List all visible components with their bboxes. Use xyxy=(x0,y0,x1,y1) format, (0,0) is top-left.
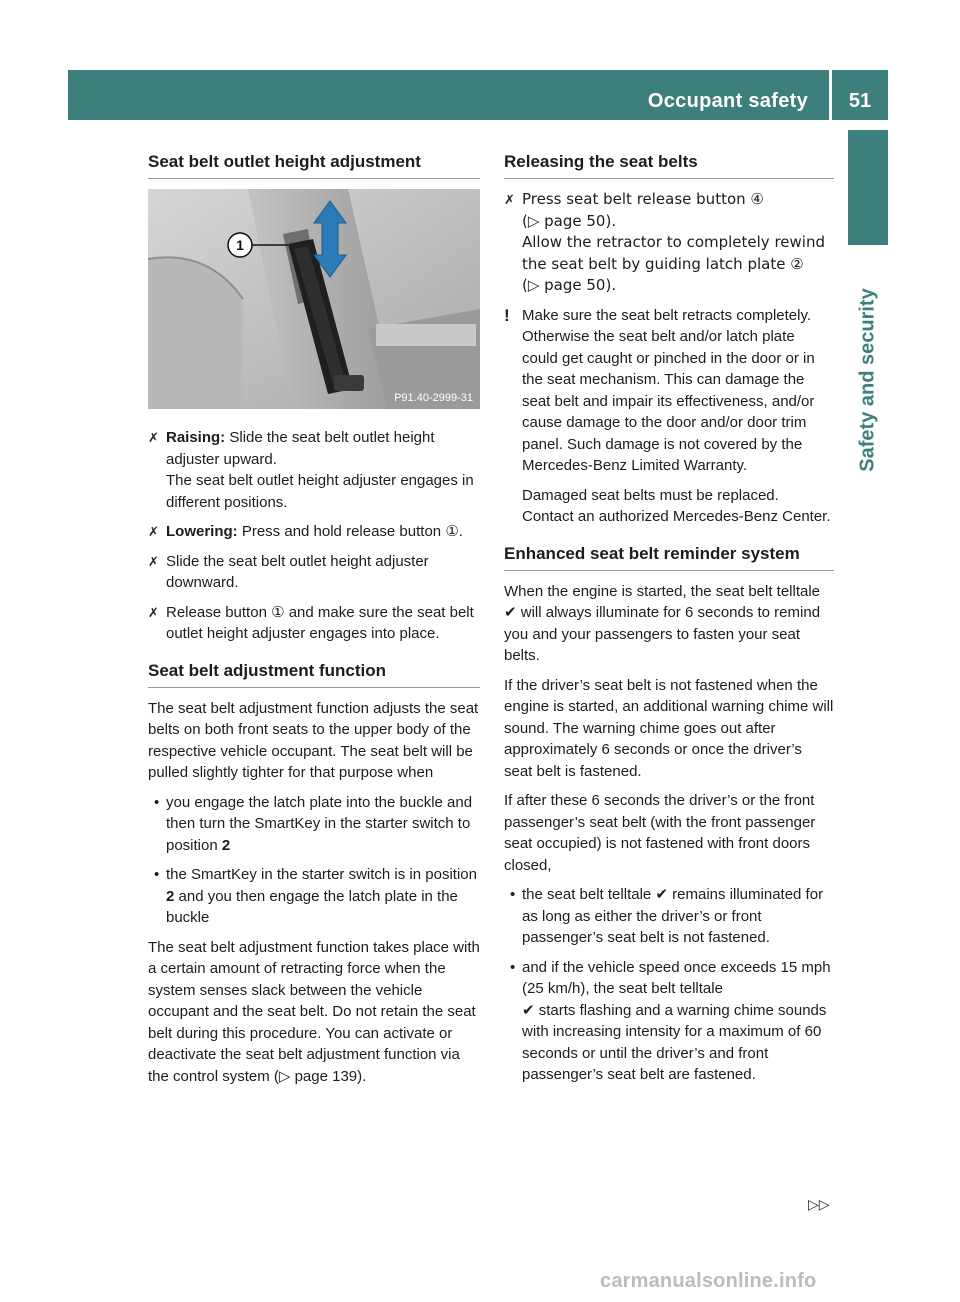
right-column xyxy=(504,150,834,1094)
bullet-item: • the seat belt telltale ✔ remains illuminated for as long as either the driver’s or front passenger’s seat belt is not fastened. xyxy=(510,886,824,946)
step-arrow-icon: ✗ xyxy=(148,524,159,539)
watermark: carmanualsonline.info xyxy=(600,1270,817,1292)
bullet-item: • and if the vehicle speed once exceeds 15 mph (25 km/h), the seat belt telltale ✔ starts flashing and a warning chime sounds with increasing intensity for a maximum of 60 seconds or until the driver’s and front passenger’s seat belt are fastened. xyxy=(510,958,831,1083)
step-arrow-icon: ✗ xyxy=(148,604,159,620)
header-bar xyxy=(68,70,888,120)
heading-releasing: Releasing the seat belts xyxy=(504,150,834,179)
seat-belt-telltale-icon: ✔ xyxy=(522,1001,535,1019)
bullet-item: • you engage the latch plate into the buckle and then turn the SmartKey in the starter switch to position 2 xyxy=(154,793,473,854)
warning-icon: ! xyxy=(504,305,510,325)
heading-adjustment-function: Seat belt adjustment function xyxy=(148,659,480,688)
reminder-p2: If the driver’s seat belt is not fastened when the engine is started, an additional warning chime will sound. The warning chime goes out after approximately 6 seconds or once the driver’s seat belt is fastened. xyxy=(504,676,834,780)
warning-note: ! Make sure the seat belt retracts completely. Otherwise the seat belt and/or latch plate could get caught or pinched in the door or in the seat mechanism. This can damage the seat belt and impair its effectiveness, and/or cause damage to the door and/or door trim panel. Such damage is not covered by the Mercedes-Benz Limited Warranty. xyxy=(504,305,815,474)
step-raising: ✗ Raising: Slide the seat belt outlet height adjuster upward. The seat belt outlet height adjuster engages in different positions. xyxy=(148,429,474,511)
seat-belt-telltale-icon: ✔ xyxy=(655,886,668,903)
seat-belt-illustration xyxy=(148,189,480,409)
side-tab-label: Safety and security xyxy=(856,288,879,472)
step-release-belt: ✗ Press seat belt release button ④ (▷ page 50). Allow the retractor to completely rewind the seat belt by guiding latch plate ② (▷ page 50). xyxy=(504,190,825,294)
step-slide-down: ✗ Slide the seat belt outlet height adjuster downward. xyxy=(148,552,429,591)
figure-code: P91.40-2999-31 xyxy=(394,392,473,404)
section-title: Occupant safety xyxy=(647,90,808,112)
adjustment-outro: The seat belt adjustment function takes place with a certain amount of retracting force when the system senses slack between the vehicle occupant and the seat belt. Do not retain the seat belt during this procedure. You can activate or deactivate the seat belt adjustment function via the control system (▷ page 139). xyxy=(148,938,480,1085)
left-column xyxy=(148,150,480,1095)
heading-outlet-height: Seat belt outlet height adjustment xyxy=(148,150,480,179)
seat-belt-photo xyxy=(148,189,480,409)
callout-1: 1 xyxy=(236,237,244,253)
step-release: ✗ Release button ① and make sure the seat belt outlet height adjuster engages into place. xyxy=(148,602,474,642)
seat-belt-telltale-icon: ✔ xyxy=(504,604,517,621)
warning-note-2: Damaged seat belts must be replaced. Contact an authorized Mercedes-Benz Center. xyxy=(522,486,831,525)
heading-reminder-system: Enhanced seat belt reminder system xyxy=(504,542,834,571)
reminder-p1: When the engine is started, the seat belt telltale ✔ will always illuminate for 6 seconds to remind you and your passengers to fasten your seat belts. xyxy=(504,582,821,664)
bullet-item: • the SmartKey in the starter switch is in position 2 and you then engage the latch plate in the buckle xyxy=(154,866,477,926)
continued-icon: ▷▷ xyxy=(808,1196,830,1212)
adjustment-intro: The seat belt adjustment function adjusts the seat belts on both front seats to the upper body of the respective vehicle occupant. The seat belt will be pulled slightly tighter for that purpose when xyxy=(148,699,479,781)
page-number: 51 xyxy=(848,90,872,112)
step-lowering: ✗ Lowering: Press and hold release button ①. xyxy=(148,521,480,543)
side-tab-block xyxy=(848,130,888,245)
step-arrow-icon: ✗ xyxy=(504,192,515,207)
reminder-p3: If after these 6 seconds the driver’s or the front passenger’s seat belt (with the front passenger seat occupied) is not fastened with front doors closed, xyxy=(504,792,816,874)
step-arrow-icon: ✗ xyxy=(148,553,159,569)
step-arrow-icon: ✗ xyxy=(148,430,159,445)
